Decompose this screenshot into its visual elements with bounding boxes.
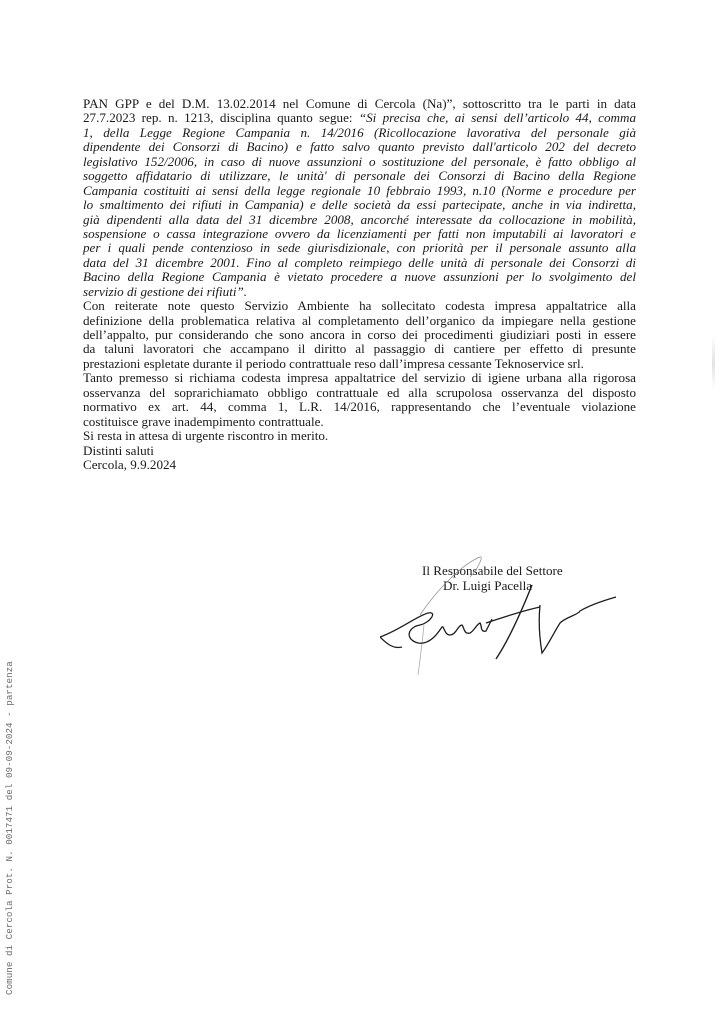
body-line: costituisce grave inadempimento contrattuale.: [83, 413, 324, 429]
quote-start: “Si precisa che, ai sensi dell’articolo 44, comma: [358, 110, 636, 126]
handwritten-signature-icon: [380, 555, 620, 705]
signatory-name: Dr. Luigi Pacella: [443, 578, 533, 593]
letter-body: [83, 97, 636, 472]
scan-edge-mark: [712, 335, 715, 390]
body-line: [83, 111, 636, 125]
quote-line: Bacino della Regione Campania è vietato procedere a nuove assunzioni per lo svolgimento del: [83, 269, 636, 285]
quote-line: per i quali pende contenzioso in sede giurisdizionale, con priorità per il personale assunto alla: [83, 240, 636, 256]
body-line-normal-part: 27.7.2023 rep. n. 1213, disciplina quanto segue:: [83, 110, 359, 126]
body-line: dell’appalto, pur considerando che sono ancora in corso dei procedimenti giudiziari posti in essere: [83, 327, 636, 342]
quote-line: già dipendenti alla data del 31 dicembre 2008, ancorché interessate da collocazione in mobilità,: [83, 211, 636, 227]
quote-line: data del 31 dicembre 2001. Fino al completo reimpiego delle unità di personale dei Consorzi di: [83, 254, 636, 270]
closing-greeting: Distinti saluti: [83, 442, 154, 458]
quote-line: dipendente dei Consorzi di Bacino) e fatto salvo quanto previsto dall'articolo 202 del decreto: [83, 139, 636, 155]
quote-line: sospensione o cassa integrazione ovvero da licenziamenti per fatti non imputabili ai lavoratori e: [83, 225, 636, 241]
body-line: normativo ex art. 44, comma 1, L.R. 14/2016, rappresentando che l’eventuale violazione: [83, 399, 636, 415]
quote-line: legislativo 152/2006, in caso di nuove assunzioni o sostituzione del personale, è fatto obbligo al: [83, 153, 636, 169]
quote-line: Campania costituiti ai sensi della legge regionale 10 febbraio 1993, n.10 (Norme e procedure per: [83, 182, 636, 198]
quote-line: lo smaltimento dei rifiuti in Campania) e delle società da essi partecipate, anche in via indiretta,: [83, 197, 636, 213]
quote-line: soggetto affidatario di utilizzare, le unità' di personale dei Consorzi di Bacino della Regione: [83, 168, 636, 184]
protocol-stamp: Comune di Cercola Prot. N. 0017471 del 09-09-2024 - partenza: [4, 661, 15, 995]
body-line: definizione della problematica relativa al completamento dell’organico da impiegare nella gestione: [83, 312, 636, 328]
body-line: osservanza del soprarichiamato obbligo contrattuale ed alla scrupolosa osservanza del disposto: [83, 384, 636, 400]
quote-line: 1, della Legge Regione Campania n. 14/2016 (Ricollocazione lavorativa del personale già: [83, 124, 636, 140]
body-line: Con reiterate note questo Servizio Ambiente ha sollecitato codesta impresa appaltatrice alla: [83, 298, 636, 314]
place-date: Cercola, 9.9.2024: [83, 456, 177, 472]
body-line: prestazioni espletate durante il periodo contrattuale reso dall’impresa cessante Teknoservice srl.: [83, 355, 584, 371]
body-line: Si resta in attesa di urgente riscontro in merito.: [83, 428, 329, 444]
body-line: Tanto premesso si richiama codesta impresa appaltatrice del servizio di igiene urbana alla rigorosa: [83, 370, 636, 386]
body-line: PAN GPP e del D.M. 13.02.2014 nel Comune di Cercola (Na)”, sottoscritto tra le parti in data: [83, 96, 636, 111]
quote-line: servizio di gestione dei rifiuti”.: [83, 283, 248, 299]
body-line: da taluni lavoratori che accampano il diritto al passaggio di cantiere per effetto di presunte: [83, 341, 636, 357]
signatory-role: Il Responsabile del Settore: [422, 563, 563, 578]
